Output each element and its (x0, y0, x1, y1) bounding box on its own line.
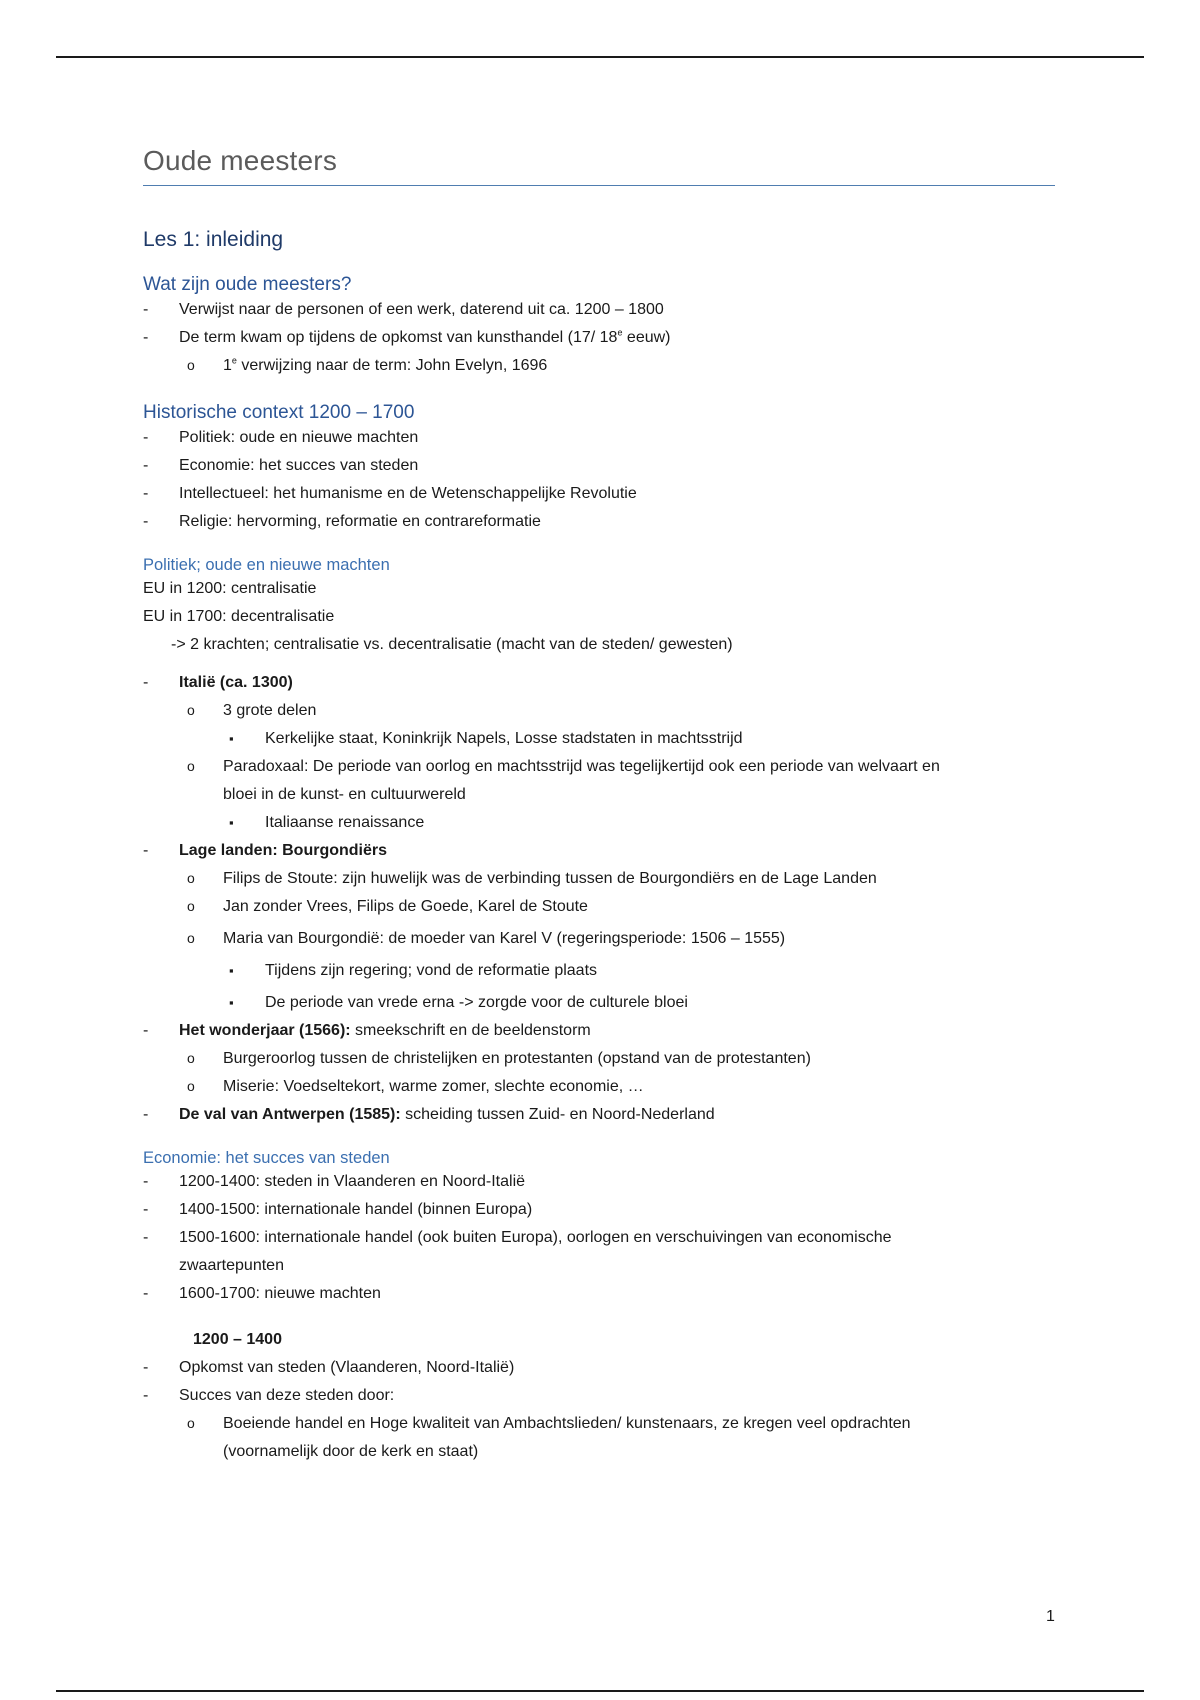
list-item: - De val van Antwerpen (1585): scheiding tussen Zuid- en Noord-Nederland (143, 1101, 1055, 1129)
footer-rule (56, 1690, 1144, 1692)
sub-sub-list-item: ▪ Italiaanse renaissance (143, 809, 1055, 837)
page-number: 1 (1046, 1608, 1055, 1625)
sub-list-item-continued: bloei in de kunst- en cultuurwereld (223, 786, 466, 803)
sub-sub-list-item: ▪ Tijdens zijn regering; vond de reformatie plaats (143, 957, 1055, 985)
sub-list-item: o Paradoxaal: De periode van oorlog en machtsstrijd was tegelijkertijd ook een periode van welvaart en (143, 753, 1055, 781)
list-item: - Economie: het succes van steden (143, 452, 1055, 480)
paragraph-line: EU in 1700: decentralisatie (143, 608, 335, 625)
section-heading-historisch: Historische context 1200 – 1700 (143, 402, 415, 423)
list-item: - Lage landen: Bourgondiërs (143, 837, 1055, 865)
subsection-heading-politiek: Politiek; oude en nieuwe machten (143, 556, 390, 574)
list-item: - 1400-1500: internationale handel (binnen Europa) (143, 1196, 1055, 1224)
header-rule (56, 56, 1144, 58)
document-page (143, 145, 1055, 1466)
list-item: - Italië (ca. 1300) (143, 669, 1055, 697)
list-item: - 1200-1400: steden in Vlaanderen en Noord-Italië (143, 1168, 1055, 1196)
sub-list-item-continued: (voornamelijk door de kerk en staat) (223, 1443, 479, 1460)
sub-list-item: o Jan zonder Vrees, Filips de Goede, Karel de Stoute (143, 893, 1055, 921)
list-item: - Verwijst naar de personen of een werk, daterend uit ca. 1200 – 1800 (143, 296, 1055, 324)
sub-list-item: o Filips de Stoute: zijn huwelijk was de verbinding tussen de Bourgondiërs en de Lage Landen (143, 865, 1055, 893)
list-item: - De term kwam op tijdens de opkomst van kunsthandel (17/ 18e eeuw) (143, 324, 1055, 352)
sub-list-item: o 3 grote delen (143, 697, 1055, 725)
list-item: - Opkomst van steden (Vlaanderen, Noord-Italië) (143, 1354, 1055, 1382)
list-item: - Politiek: oude en nieuwe machten (143, 424, 1055, 452)
list-item-continued: zwaartepunten (179, 1257, 284, 1274)
paragraph-line: -> 2 krachten; centralisatie vs. decentralisatie (macht van de steden/ gewesten) (171, 636, 733, 653)
sub-list-item: o Burgeroorlog tussen de christelijken en protestanten (opstand van de protestanten) (143, 1045, 1055, 1073)
list-item: - Intellectueel: het humanisme en de Wetenschappelijke Revolutie (143, 480, 1055, 508)
sub-list-item: o Miserie: Voedseltekort, warme zomer, slechte economie, … (143, 1073, 1055, 1101)
sub-sub-list-item: ▪ Kerkelijke staat, Koninkrijk Napels, Losse stadstaten in machtsstrijd (143, 725, 1055, 753)
list-item: - Succes van deze steden door: (143, 1382, 1055, 1410)
list-item: - 1600-1700: nieuwe machten (143, 1280, 1055, 1308)
sub-list-item: o Maria van Bourgondië: de moeder van Karel V (regeringsperiode: 1506 – 1555) (143, 925, 1055, 953)
list-item: - Het wonderjaar (1566): smeekschrift en de beeldenstorm (143, 1017, 1055, 1045)
document-title: Oude meesters (143, 145, 1055, 186)
sub-sub-list-item: ▪ De periode van vrede erna -> zorgde voor de culturele bloei (143, 989, 1055, 1017)
list-item: - Religie: hervorming, reformatie en contrareformatie (143, 508, 1055, 536)
subsection-heading-economie: Economie: het succes van steden (143, 1149, 390, 1167)
sub-list-item: o Boeiende handel en Hoge kwaliteit van Ambachtslieden/ kunstenaars, ze kregen veel opdrachten (143, 1410, 1055, 1438)
list-item: - 1500-1600: internationale handel (ook buiten Europa), oorlogen en verschuivingen van economische (143, 1224, 1055, 1252)
section-heading-wat: Wat zijn oude meesters? (143, 274, 352, 295)
subheading-1200-1400: 1200 – 1400 (193, 1331, 282, 1348)
sub-list-item: o 1e verwijzing naar de term: John Evelyn, 1696 (143, 352, 1055, 380)
lesson-heading: Les 1: inleiding (143, 228, 284, 251)
paragraph-line: EU in 1200: centralisatie (143, 580, 317, 597)
